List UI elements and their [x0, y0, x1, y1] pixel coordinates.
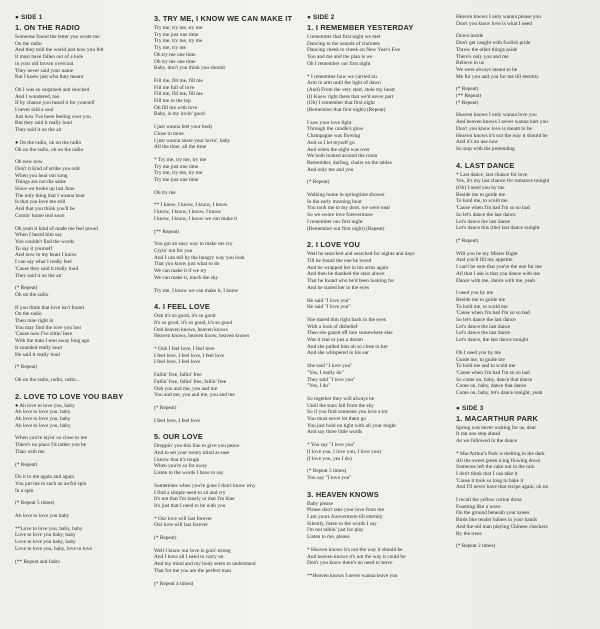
song-title-try-me: 3. TRY ME, I KNOW WE CAN MAKE IT	[154, 14, 293, 23]
lyric-line: But I knew just who they meant	[15, 74, 84, 81]
lyric-line: To hold me, to scold me	[456, 303, 508, 310]
lyric-line: And they told the world just how you felt	[15, 47, 104, 54]
lyric-line: I am yours forevermore till eternity	[307, 514, 383, 521]
lyric-line: I saw your love light	[307, 119, 352, 126]
lyric-line: Comin' home real soon	[15, 212, 65, 219]
song-title-last-dance: 4. LAST DANCE	[456, 160, 515, 170]
lyric-line: They never said your name	[15, 67, 74, 74]
lyric-line: Baby please	[307, 500, 333, 507]
song-title-i-feel-love: 4. I FEEL LOVE	[154, 302, 211, 312]
lyric-line: To hold me, to scold me	[456, 198, 508, 205]
lyric-line: Try me, try me, try me	[154, 25, 203, 31]
song-title-i-remember-yesterday: 1. I REMEMBER YESTERDAY	[307, 23, 414, 32]
lyric-line: Fill me to the top	[154, 98, 191, 105]
lyric-line: Fill me, fill me, fill me	[154, 91, 203, 98]
lyric-line: Things are not the same	[15, 179, 67, 186]
lyric-line: **Love to love you, baby, baby	[15, 525, 83, 532]
lyric-line: She stared him right back in the eyes	[307, 316, 386, 323]
lyric-line: You and me, you and me, you and me	[154, 392, 235, 399]
side-1-heading: ● SIDE 1	[15, 14, 43, 21]
column-1	[15, 14, 147, 565]
lyric-line: * Heaven knows it's not the way it should be	[307, 546, 403, 553]
lyric-line: And so I let myself go	[307, 139, 355, 146]
lyric-line: I feel love, I feel love	[154, 359, 200, 366]
lyric-line: Don't you know love is what I need	[456, 20, 532, 27]
lyric-line: And I'll never have that recipe again, oh no	[456, 484, 549, 491]
lyric-line: And she pulled him oh so close to her	[307, 343, 388, 350]
lyric-line: As we followed in the dance	[456, 438, 517, 445]
lyric-line: I can say what I really feel	[15, 259, 72, 266]
lyric-line: Beside me to guide me	[456, 296, 505, 303]
lyric-line: In the early morning hour	[307, 198, 362, 205]
lyric-line: You couldn't find the words	[15, 238, 75, 245]
lyric-line: Just how I've been feeling over you	[15, 113, 91, 120]
lyric-line: I just wanna feel your body	[154, 124, 213, 131]
lyric-line: Arm in arm until the light of dawn	[307, 80, 381, 87]
lyric-line: 'Cause they said it really loud	[15, 265, 79, 272]
lyric-line: (* Repeat)	[456, 237, 479, 244]
lyric-line: So stop with the pretending	[456, 145, 515, 152]
lyric-line: And say three little words	[307, 429, 363, 436]
lyric-line: Don't you know love is meant to be	[456, 125, 532, 132]
lyric-line: 'Cause when I'm bad I'm so so bad	[456, 310, 530, 317]
lyric-line: I never told a soul	[15, 107, 54, 114]
lyrics-i-feel-love	[154, 313, 294, 424]
lyric-line: Baby, is my lovin' good	[154, 111, 205, 118]
lyric-line: Do it to me again and again	[15, 474, 75, 481]
lyric-line: And he wrapped her in his arms again	[307, 264, 389, 271]
lyric-line: When you hear our song	[15, 172, 68, 179]
lyric-line: Then she gazed off into somewhere else	[307, 330, 393, 337]
lyric-line: Try me just one time	[154, 163, 199, 170]
lyric-line: If you think that love isn't found	[15, 304, 84, 311]
lyric-line: Oh yeah it kind of made me feel proud	[15, 225, 98, 232]
lyric-line: With the man I sent away long ago	[15, 338, 90, 345]
lyric-line: Heaven knows I only wanna please you	[456, 14, 541, 20]
lyric-line: Listen to the words I have to say	[154, 470, 224, 477]
lyric-line: And you'll fill my appetite	[456, 257, 513, 264]
lyric-line: Let's dance the last dance	[456, 330, 511, 337]
lyric-line: 'Cause now I've sittin' here	[15, 331, 73, 338]
lyric-line: They said "I love you"	[307, 376, 356, 383]
lyric-line: With a look of disbelief	[307, 323, 358, 330]
lyric-line: ● On the radio, oh on the radio	[15, 139, 82, 146]
lyric-line: (And) From the very start, stole my heart	[307, 86, 395, 93]
lyric-line: Our love will last forever	[154, 522, 209, 529]
lyric-line: Until the stars fall from the sky	[307, 402, 374, 409]
lyric-line: Please don't take your love from me	[307, 507, 384, 514]
lyric-line: I feel love, I feel love, I feel love	[154, 352, 225, 359]
lyric-line: Baby, don't you think you should	[154, 65, 225, 72]
lyric-line: (Remember our first night) (Repeat)	[307, 225, 385, 232]
lyric-line: Champagne was flowing	[307, 133, 361, 140]
lyric-line: And now in my heart I know	[15, 252, 77, 259]
lyric-line: And heaven knows I never wanna hurt you	[456, 119, 548, 126]
lyric-line: Someone left the cake out in the rain	[456, 464, 535, 471]
lyric-line: They said it on the air	[15, 272, 62, 279]
lyric-line: Silently, listen to the words I say	[307, 520, 377, 527]
lyric-line: "Yes, I do"	[307, 383, 331, 390]
lyric-line: * Ooh I feel love, I feel love	[154, 346, 215, 353]
lyric-line: (** Repeat)	[456, 93, 482, 100]
lyric-line: Guide me, to guide me	[456, 356, 505, 363]
song-title-macarthur-park: 1. MACARTHUR PARK	[456, 413, 539, 423]
lyric-line: Through the candle's glow	[307, 126, 364, 133]
lyric-line: And heaven knows it's not the way it could be	[307, 553, 406, 560]
lyric-line: (I) Knew right there that we'd never part	[307, 93, 394, 100]
lyric-line: And it's no use now	[456, 139, 499, 146]
lyric-line: I can't be sure that you're the one for me	[456, 264, 542, 271]
lyric-line: (** Repeat and fade)	[15, 558, 60, 565]
lyric-line: Is that you love me still	[15, 199, 66, 206]
lyric-line: I feel love, I feel love	[154, 417, 200, 424]
lyric-line: I know that it's tough	[154, 456, 200, 463]
lyric-line: They said it on the air	[15, 127, 62, 134]
lyric-line: And he stared her in the eyes	[307, 284, 370, 291]
lyric-line: And I have all I need to carry on	[154, 554, 224, 561]
lyric-line: * MacArthur's Park is melting in the dark	[456, 450, 545, 457]
lyric-line: (* Repeat 5 times)	[15, 500, 55, 507]
lyric-line: Was it real or just a dream	[307, 337, 363, 344]
lyric-line: You put me in such an awful spin	[15, 480, 87, 487]
lyric-line: * Try me, try me, try me	[154, 156, 207, 163]
song-title-love-to-love-you-baby: 2. LOVE TO LOVE YOU BABY	[15, 391, 124, 401]
lyric-line: (* Repeat)	[15, 461, 38, 468]
lyric-line: Let's dance this (the) last dance tonight	[456, 225, 540, 232]
lyric-line: * Last dance, last chance for love	[456, 171, 528, 178]
lyric-line: I remember that first night we met	[307, 34, 381, 40]
lyric-line: 'Cause when I'm bad I'm so so bad	[456, 205, 530, 212]
lyrics-heaven-knows-continued	[456, 14, 596, 153]
lyric-line: And only me and you	[307, 166, 354, 173]
lyric-line: Oh I remember our first night	[307, 60, 371, 67]
lyric-line: When you're so far away	[154, 463, 208, 470]
lyric-line: Someone found the letter you wrote me	[15, 34, 100, 40]
lyrics-our-love	[154, 443, 294, 587]
side-3-heading: ● SIDE 3	[456, 404, 484, 412]
lyric-line: On the radio	[15, 40, 42, 47]
lyric-line: All that I ask is that you dance with me	[456, 270, 540, 277]
lyric-line: (* Repeat 4 times)	[154, 580, 194, 587]
lyric-line: (Oh) I need you by me	[456, 185, 505, 192]
lyric-line: You must never let them go	[307, 416, 366, 423]
lyrics-love-to-love-you-baby	[15, 403, 147, 566]
lyric-line: He said "I love you"	[307, 297, 351, 304]
lyric-line: It sounded really loud	[15, 344, 62, 351]
lyric-line: Close to mine	[154, 130, 184, 137]
lyric-line: Cryin' out for you	[154, 247, 193, 254]
lyric-line: And when the night was over	[307, 146, 370, 153]
lyrics-heaven-knows	[307, 501, 455, 580]
lyric-line: That he found who he'd been looking for	[307, 278, 395, 285]
lyric-line: By the trees	[456, 530, 482, 537]
lyric-line: (* Repeat)	[154, 535, 177, 542]
lyric-line: Well I know our love is goin' strong	[154, 547, 231, 554]
lyric-line: Oh on the radio, radio, radio...	[15, 376, 80, 383]
lyric-line: Oh I was so surprised and shocked	[15, 86, 90, 93]
lyric-line: And then he thanked the stars above	[307, 271, 385, 278]
lyric-line: * Our love will last forever	[154, 515, 213, 522]
lyric-line: I recall the yellow cotton dress	[456, 497, 522, 504]
lyric-line: And the old man playing Chinese checkers	[456, 523, 548, 530]
lyric-line: (* Repeat)	[15, 364, 38, 371]
lyric-line: Ah love to love you, baby	[15, 416, 71, 423]
lyric-line: Oh on the radio	[15, 291, 49, 298]
lyric-line: Try me, I know we can make it, I know	[154, 287, 239, 294]
song-title-our-love: 5. OUR LOVE	[154, 432, 204, 442]
lyric-line: Than with me	[15, 448, 45, 455]
lyric-line: (** Repeat)	[154, 228, 180, 235]
lyric-line: All the time, all the time	[154, 144, 207, 151]
lyric-line: But they said it really loud	[15, 120, 72, 127]
lyric-line: If by chance you heard it for yourself	[15, 100, 95, 107]
lyric-line: I don't think that I can take it	[456, 470, 518, 477]
lyric-line: (* Repeat)	[154, 404, 177, 411]
lyric-line: Walking home in springtime shower	[307, 192, 385, 199]
lyrics-try-me	[154, 25, 294, 294]
lyric-line: I know, I know, I know, I know	[154, 209, 221, 216]
lyric-line: Ooh it's so good, it's so good	[154, 313, 216, 320]
lyric-line: (* Repeat 5 times)	[307, 468, 347, 475]
lyric-line: Heaven knows I only wanna love you	[456, 112, 537, 119]
lyric-line: Throw the other things aside	[456, 46, 518, 53]
lyric-line: Fallin' free, fallin' free, fallin' free	[154, 378, 227, 385]
lyric-line: (I love you, I love you, I love you)	[307, 448, 381, 455]
lyric-line: We can make it, touch the sky	[154, 274, 219, 281]
lyric-line: (I love you, yes I do)	[307, 455, 352, 462]
lyric-line: Remember, darling, chairs on the tables	[307, 159, 392, 166]
lyric-line: I remember our first night	[307, 218, 363, 225]
lyric-line: Oh try me one time	[154, 58, 196, 65]
lyrics-on-the-radio	[15, 34, 147, 384]
lyric-line: And I can tell by the hungry way you look	[154, 254, 245, 261]
lyric-line: Fallin' free, fallin' free	[154, 372, 202, 379]
lyric-line: Foaming like a wave	[456, 503, 501, 510]
lyric-line: Fill me full of love	[154, 84, 195, 91]
lyric-line: There's no place I'd rather you be	[15, 442, 87, 449]
lyric-line: (* Repeat 2 times)	[456, 543, 496, 550]
lyric-line: Try me just one time	[154, 177, 199, 184]
lyric-line: That for me you are the perfect man	[154, 567, 232, 574]
lyric-line: Oh I need you by me	[456, 349, 501, 356]
lyric-line: Till he found the one he loved	[307, 257, 372, 264]
lyric-line: It's just that I need to be with you	[154, 502, 226, 509]
lyric-line: I just wanna share your lovin', baby	[154, 137, 231, 144]
lyric-line: Oh on the radio, oh on the radio	[15, 146, 84, 153]
song-title-heaven-knows: 3. HEAVEN KNOWS	[307, 489, 379, 499]
lyric-line: Ah love to love you, baby	[15, 422, 71, 429]
lyric-line: Love to love you baby, baby	[15, 532, 76, 539]
lyric-line: (Remember that first night) (Repeat)	[307, 107, 386, 114]
lyric-line: Oh try me one time	[154, 51, 196, 58]
lyric-line: ** I know, I know, I know, I know	[154, 202, 228, 209]
lyric-line: (* Repeat)	[307, 179, 330, 186]
lyric-line: So together they will always be	[307, 395, 375, 402]
lyric-line: And she whispered in his ear	[307, 350, 369, 357]
lyric-line: So if you find someone you love a lot	[307, 409, 388, 416]
lyric-line: To hold me and to scold me	[456, 363, 516, 370]
lyric-line: Birds like tender babies in your hands	[456, 517, 538, 524]
lyric-line: She said "I love you"	[307, 363, 353, 370]
lyric-line: To say it yourself	[15, 245, 53, 252]
lyric-line: You took me to my door, we were near	[307, 205, 391, 212]
lyric-line: (* Repeat)	[456, 86, 479, 93]
lyric-line: Try me, try me	[154, 45, 186, 52]
lyric-line: You may find the love you lost	[15, 324, 81, 331]
lyric-line: "Yes, I really do"	[307, 369, 344, 376]
lyric-line: You just hold on tight with all your might	[307, 422, 396, 429]
lyric-line: Love to love you, baby, love to love	[15, 545, 92, 552]
lyric-line: Spring was never waiting for us, dear	[456, 424, 536, 431]
lyric-line: Droppin' you this line to give you peace	[154, 443, 240, 450]
lyric-line: You got an easy way to make me cry	[154, 241, 233, 248]
lyrics-i-remember-yesterday	[307, 34, 455, 232]
lyric-line: When you're layin' so close to me	[15, 435, 87, 442]
lyric-line: Dancing to the sounds of clarinets	[307, 40, 380, 47]
lyric-line: He said "I love you"	[307, 304, 351, 311]
lyric-line: And to set your weary mind at ease	[154, 450, 230, 457]
lyric-line: We were always meant to be	[456, 66, 518, 73]
lyric-line: Come on, baby, let's dance tonight, yeah	[456, 390, 543, 397]
lyric-line: Heaven knows, heaven know, heaven knows	[154, 333, 250, 340]
lyric-line: Come on, baby, dance that dance	[456, 383, 527, 390]
column-4	[456, 14, 596, 550]
lyric-line: Ooh you and me, you and me	[154, 385, 218, 392]
lyric-line: Down inside	[456, 33, 484, 40]
lyric-line: * I remember how we carried on	[307, 73, 377, 80]
lyrics-last-dance	[456, 172, 596, 397]
lyric-line: And that you think you'll be	[15, 206, 75, 213]
lyric-line: I need you by me	[456, 290, 494, 297]
lyric-line: Try me, try me, try me	[154, 38, 203, 45]
lyric-line: When I heard him say	[15, 232, 63, 239]
lyric-line: Will you be my Mister Right	[456, 250, 518, 257]
lyric-line: It's not that I'm lonely or that I'm blue	[154, 496, 235, 503]
lyric-line: ● Ah love to love you, baby	[15, 402, 75, 409]
lyric-line: Try me just one time	[154, 31, 199, 38]
lyric-line: On the radio	[15, 311, 42, 318]
lyric-line: Dance with me, dance with me, yeah	[456, 277, 535, 284]
lyric-line: That you know just what to do	[154, 261, 220, 268]
side-2-heading: ● SIDE 2	[307, 14, 335, 21]
lyric-line: Listen to me, please	[307, 534, 350, 541]
lyric-line: 'Cause when I'm bad I'm so so bad	[456, 369, 530, 376]
lyric-line: Since we broke up last June	[15, 186, 75, 193]
lyric-line: Sometimes when you're gone I don't know why	[154, 482, 256, 489]
lyric-line: So come on, baby, dance that dance	[456, 376, 533, 383]
lyric-line: I'm not talkin' just for play	[307, 527, 364, 534]
lyric-line: **Heaven knows I never wanna leave you	[307, 573, 398, 579]
lyric-line: It's so good, it's so good, it's so good	[154, 319, 233, 326]
lyric-line: I know, I know, I know we can make it	[154, 215, 238, 222]
column-2	[154, 14, 294, 587]
lyric-line: Ah love to love you, baby	[15, 409, 71, 416]
lyric-line: Beside me to guide me	[456, 191, 505, 198]
lyric-line: Dancing cheek to cheek on New Year's Eve	[307, 47, 400, 54]
lyric-line: * You say "I love you"	[307, 442, 356, 449]
lyric-line: You and me and the plan is we	[307, 54, 373, 61]
lyric-line: Well he searched and searched for nights and days	[307, 251, 415, 258]
lyric-line: It ran one step ahead	[456, 431, 501, 438]
lyric-line: Oh now now	[15, 159, 43, 166]
lyric-line: So let's dance the last dance	[456, 317, 516, 324]
lyric-line: So let's dance the last dance	[456, 211, 516, 218]
lyric-line: Let's dance the last dance	[456, 218, 511, 225]
lyric-line: We can make it if we try	[154, 268, 207, 275]
lyric-line: Don't get caught with foolish pride	[456, 40, 531, 47]
lyric-line: Then tune right in	[15, 318, 54, 325]
lyric-line: He said it really loud	[15, 351, 60, 358]
lyric-line: All the sweet green icing flowing down	[456, 457, 541, 464]
lyric-line: Let's dance, the last dance tonight	[456, 337, 529, 344]
lyric-line: In a spin	[15, 487, 34, 494]
lyric-line: We both looked around the room	[307, 153, 378, 160]
lyric-line: Try me, try me, try me	[154, 170, 203, 177]
song-title-i-love-you: 2. I LOVE YOU	[307, 240, 360, 250]
lyric-line: There's only you and me	[456, 53, 509, 60]
lyric-line: And my mind and my body seem to understand	[154, 561, 256, 568]
lyric-line: (* Repeat)	[456, 99, 479, 106]
lyric-line: Let's dance the last dance	[456, 323, 511, 330]
lyric-line: (Oh) I remember that first night	[307, 100, 375, 107]
lyric-line: Oh fill me with love	[154, 104, 198, 111]
lyric-line: Heaven knows it's not the way it should be	[456, 132, 548, 139]
lyric-line: Don't it kind of strike you odd	[15, 165, 80, 172]
lyric-line: in your old brown overcoat	[15, 60, 74, 67]
lyrics-macarthur-park	[456, 425, 596, 550]
lyric-line: Ah love to love you baby	[15, 513, 70, 520]
lyric-line: The only thing that I wanna hear	[15, 192, 85, 199]
lyric-line: On the ground beneath your knees	[456, 510, 530, 517]
lyric-line: Fill me, fill me, fill me	[154, 77, 203, 84]
column-3	[307, 14, 455, 580]
song-title-on-the-radio: 1. ON THE RADIO	[15, 23, 81, 32]
lyric-line: It must have fallen out of a hole	[15, 54, 84, 61]
lyric-line: Yes, it's my last chance for romance tonight	[456, 178, 550, 185]
lyric-line: So we swore love forevermore	[307, 212, 373, 219]
lyric-line: Believe in us	[456, 60, 484, 67]
lyric-line: And I wondered, too	[15, 93, 60, 100]
lyrics-i-love-you	[307, 251, 455, 481]
lyric-line: 'Cause it took so long to bake it	[456, 477, 524, 484]
lyric-line: Me for you and you for me till eternity	[456, 73, 539, 80]
lyric-line: Love to love you baby, baby	[15, 539, 76, 546]
lyric-line: I find a simple need to sit and cry	[154, 489, 226, 496]
lyric-line: (* Repeat)	[15, 285, 38, 292]
lyric-line: Don't you know there's no need to leave	[307, 560, 393, 567]
lyric-line: You say "I love you"	[307, 474, 352, 481]
lyric-line: Ooh heaven knows, heaven knows	[154, 326, 229, 333]
lyric-line: Oh try me	[154, 189, 176, 196]
